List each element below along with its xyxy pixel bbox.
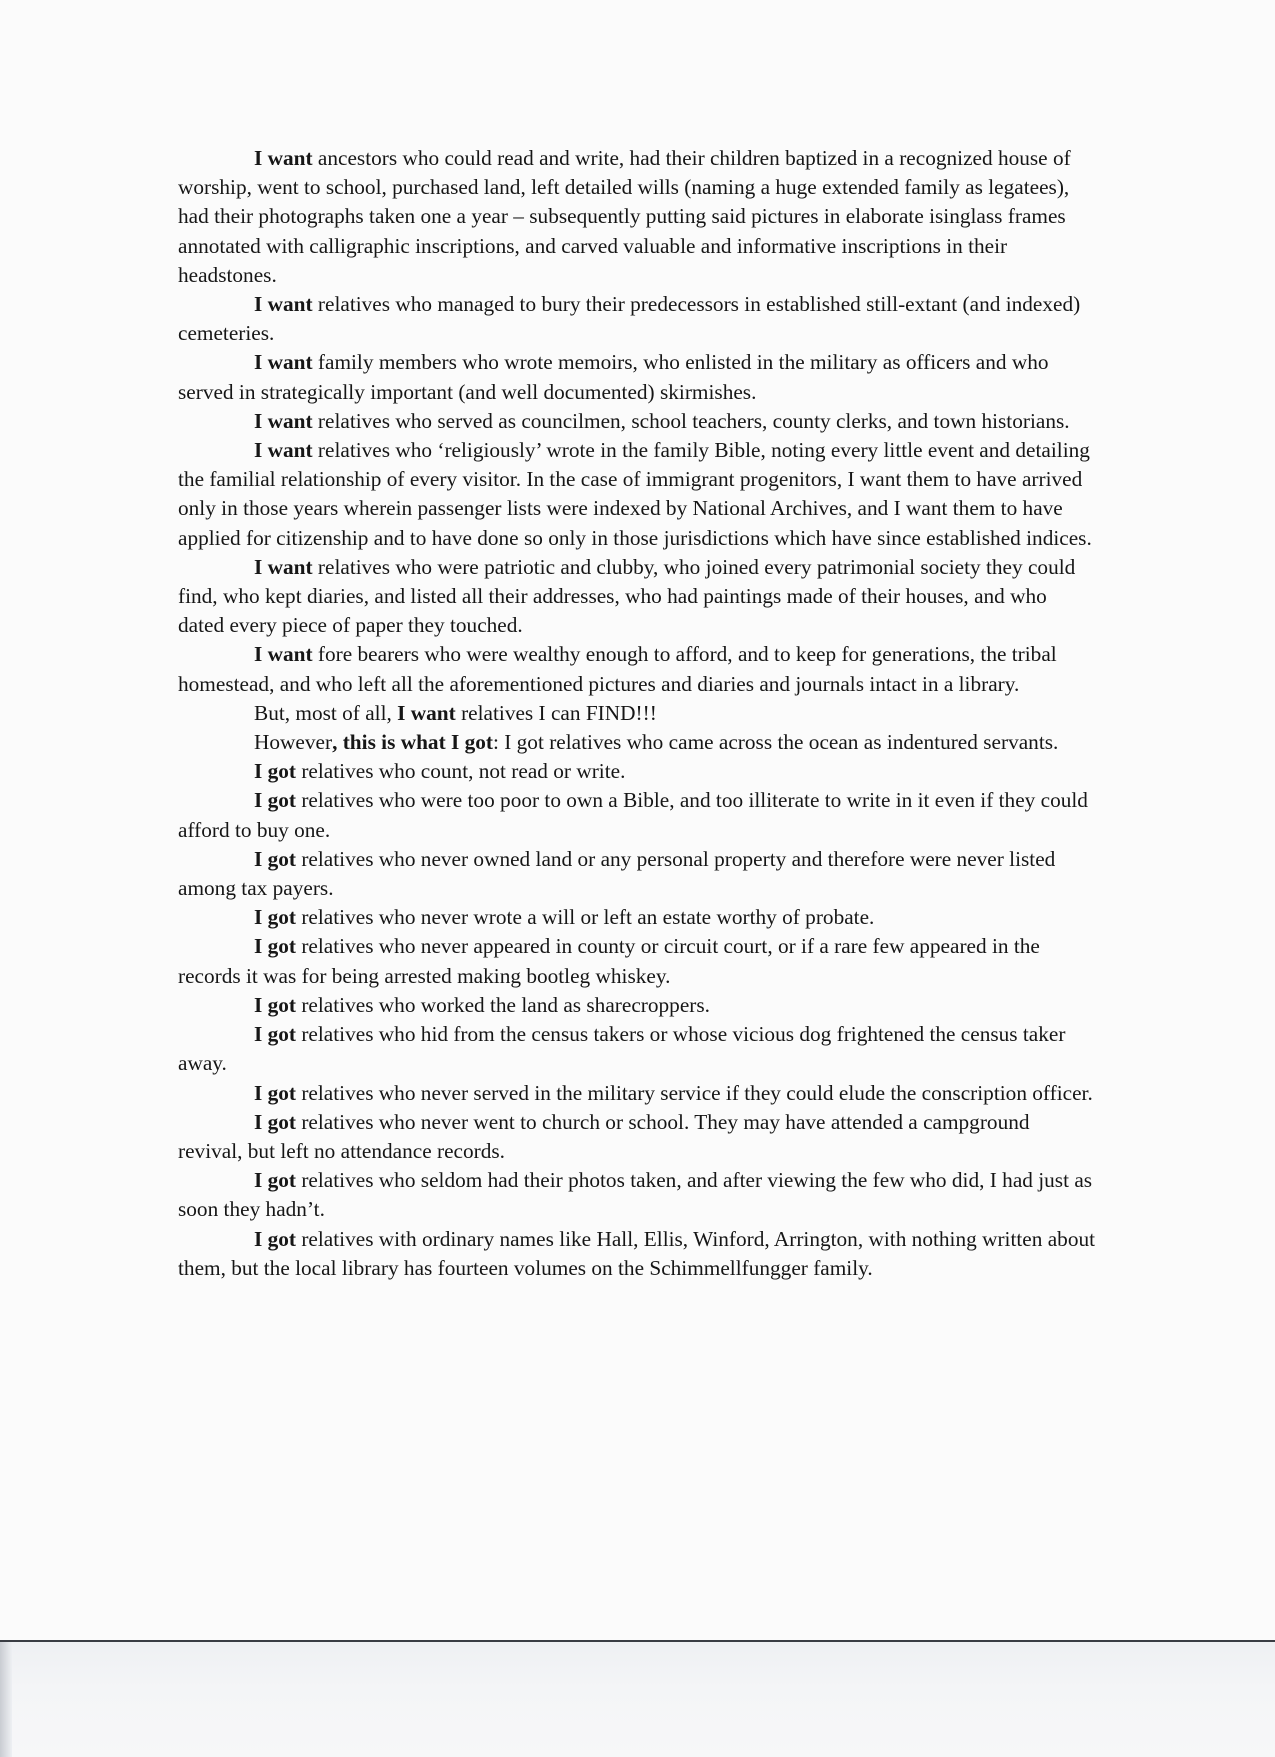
paragraph-lead: I got — [254, 1080, 297, 1105]
paragraph — [178, 1166, 1098, 1224]
paragraph-text: relatives who were patriotic and clubby, who joined every patrimonial society they could find, who kept diaries, and listed all their addresses, who had paintings made of their houses, and who dated every piece of paper they touched. — [178, 554, 1076, 638]
paragraph — [178, 903, 1098, 932]
document-body — [178, 144, 1098, 1283]
paragraph — [178, 1225, 1098, 1283]
paragraph-text: ancestors who could read and write, had their children baptized in a recognized house of worship, went to school, purchased land, left detailed wills (naming a huge extended family as legatees), had their photographs taken one a year – subsequently putting said pictures in elaborate isinglass frames annotated with calligraphic inscriptions, and carved valuable and informative inscriptions in their headstones. — [178, 146, 1071, 287]
paragraph — [178, 1020, 1098, 1078]
paragraph — [178, 436, 1098, 553]
paragraph-lead: I want — [254, 438, 313, 463]
paragraph-text: relatives I can FIND!!! — [455, 700, 657, 725]
paragraph-lead: I got — [254, 1226, 297, 1251]
paragraph-text: fore bearers who were wealthy enough to afford, and to keep for generations, the tribal homestead, and who left all the aforementioned pictures and diaries and journals intact in a library. — [178, 642, 1057, 696]
paragraph — [178, 640, 1098, 698]
paragraph-lead: I want — [254, 146, 313, 170]
paragraph-prefix: But, most of all, — [254, 700, 398, 725]
paragraph-text: relatives who never wrote a will or left an estate worthy of probate. — [296, 905, 875, 930]
paragraph-text: relatives who never appeared in county or circuit court, or if a rare few appeared in the records it was for being arrested making bootleg whiskey. — [178, 934, 1040, 988]
paragraph — [178, 845, 1098, 903]
paragraph-lead: I got — [254, 1109, 297, 1134]
paragraph-lead: I want — [397, 700, 456, 725]
paragraph-lead: I got — [254, 759, 297, 784]
paragraph-text: relatives who were too poor to own a Bible, and too illiterate to write in it even if they could afford to buy one. — [178, 788, 1088, 842]
paragraph-prefix: However — [254, 730, 333, 755]
paragraph-text: relatives who ‘religiously’ wrote in the family Bible, noting every little event and detailing the familial relationship of every visitor. In the case of immigrant progenitors, I want them to have arrived only in those years wherein passenger lists were indexed by National Archives, and I want them to have applied for citizenship and to have done so only in those jurisdictions which have since established indices. — [178, 438, 1092, 550]
scanner-bed-edge — [0, 1640, 1275, 1757]
paragraph — [178, 290, 1098, 348]
paragraph-text: relatives who never owned land or any personal property and therefore were never listed among tax payers. — [178, 846, 1056, 901]
paragraph-lead: I got — [254, 788, 297, 813]
paragraph — [178, 757, 1098, 786]
paragraph-lead: I got — [254, 905, 297, 930]
paragraph-lead: I got — [254, 1168, 297, 1193]
paragraph — [178, 932, 1098, 990]
paragraph-lead: I want — [254, 642, 313, 667]
paragraph-text: family members who wrote memoirs, who enlisted in the military as officers and who served in strategically important (and well documented) skirmishes. — [178, 350, 1049, 404]
paragraph-lead: I got — [254, 1022, 297, 1047]
paragraph-lead: I want — [254, 350, 313, 375]
paragraph-text: relatives with ordinary names like Hall, Ellis, Winford, Arrington, with nothing written about them, but the local library has fourteen volumes on the Schimmellfungger family. — [178, 1226, 1096, 1280]
paragraph-text: relatives who worked the land as sharecroppers. — [296, 992, 710, 1017]
paragraph-text: relatives who never served in the military service if they could elude the conscription officer. — [296, 1080, 1093, 1105]
paragraph-text: relatives who served as councilmen, school teachers, county clerks, and town historians. — [312, 408, 1070, 433]
paragraph — [178, 348, 1098, 406]
paragraph — [178, 407, 1098, 436]
paragraph-text: relatives who seldom had their photos taken, and after viewing the few who did, I had just as soon they hadn’t. — [178, 1168, 1093, 1222]
paragraph-text: relatives who hid from the census takers or whose vicious dog frightened the census taker away. — [178, 1022, 1066, 1076]
paragraph-lead: I got — [254, 934, 297, 959]
paragraph — [178, 1079, 1098, 1108]
paragraph-lead: I want — [254, 292, 313, 317]
paragraph — [178, 144, 1098, 290]
paragraph-text: : I got relatives who came across the ocean as indentured servants. — [493, 730, 1059, 755]
paragraph-lead: I got — [254, 992, 297, 1017]
paragraph — [178, 699, 1098, 728]
paragraph-lead: I want — [254, 554, 313, 579]
paragraph — [178, 728, 1098, 757]
paragraph-lead: , this is what I got — [332, 730, 493, 755]
paragraph — [178, 553, 1098, 641]
paragraph — [178, 786, 1098, 844]
paragraph-lead: I got — [254, 846, 297, 871]
paragraph-lead: I want — [254, 408, 313, 433]
paragraph — [178, 991, 1098, 1020]
paragraph-text: relatives who never went to church or school. They may have attended a campground revival, but left no attendance records. — [178, 1109, 1030, 1163]
paragraph — [178, 1108, 1098, 1166]
paragraph-text: relatives who count, not read or write. — [296, 759, 626, 784]
paragraph-text: relatives who managed to bury their predecessors in established still-extant (and indexed) cemeteries. — [178, 292, 1081, 346]
